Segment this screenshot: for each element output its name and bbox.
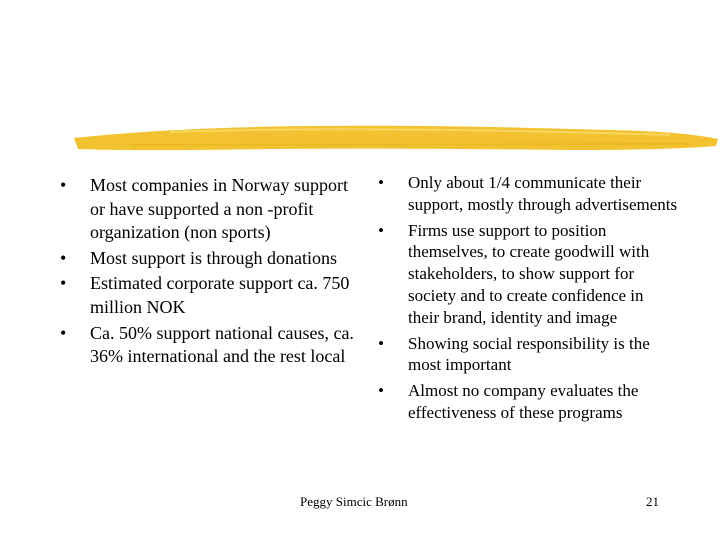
bullet-item: • Most companies in Norway support or have supported a non -profit organization (non sports) [60, 174, 360, 245]
bullet-item: • Showing social responsibility is the most important [378, 333, 678, 377]
bullet-item: • Firms use support to position themselves, to create goodwill with stakeholders, to show support for society and to create confidence in their brand, identity and image [378, 220, 678, 329]
left-bullet-list [60, 174, 360, 371]
right-bullet-list [378, 172, 678, 428]
page-number: 21 [646, 494, 659, 509]
bullet-item: • Estimated corporate support ca. 750 million NOK [60, 272, 360, 319]
bullet-item: • Almost no company evaluates the effectiveness of these programs [378, 380, 678, 424]
bullet-item: • Only about 1/4 communicate their support, mostly through advertisements [378, 172, 678, 216]
bullet-item: • Ca. 50% support national causes, ca. 36% international and the rest local [60, 322, 360, 369]
footer-author: Peggy Simcic Brønn [300, 494, 408, 509]
brush-stroke-divider [70, 118, 720, 168]
bullet-item: • Most support is through donations [60, 247, 360, 271]
